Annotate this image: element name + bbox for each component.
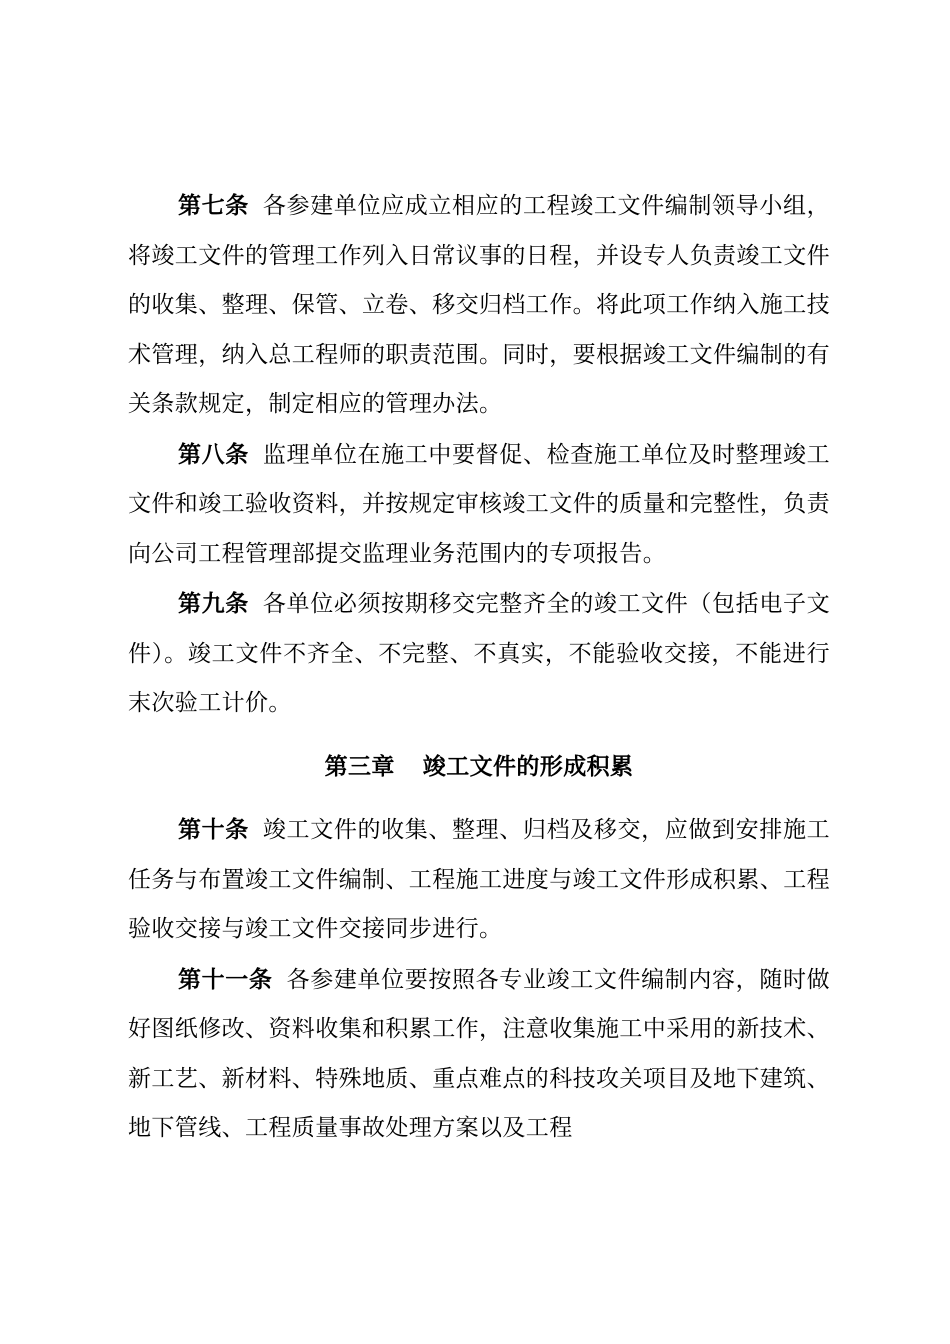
article-text: 各单位必须按期移交完整齐全的竣工文件（包括电子文件）。竣工文件不齐全、不完整、不真实，不能验收交接，不能进行末次验工计价。 xyxy=(128,591,830,716)
article-11 xyxy=(128,955,830,1154)
article-8 xyxy=(128,430,830,580)
article-text: 竣工文件的收集、整理、归档及移交，应做到安排施工任务与布置竣工文件编制、工程施工进度与竣工文件形成积累、工程验收交接与竣工文件交接同步进行。 xyxy=(128,817,830,942)
article-number: 第七条 xyxy=(178,192,249,219)
document-page xyxy=(128,181,830,1154)
article-text: 各参建单位应成立相应的工程竣工文件编制领导小组，将竣工文件的管理工作列入日常议事的日程，并设专人负责竣工文件的收集、整理、保管、立卷、移交归档工作。将此项工作纳入施工技术管理，纳入总工程师的职责范围。同时，要根据竣工文件编制的有关条款规定，制定相应的管理办法。 xyxy=(128,193,830,417)
chapter-heading xyxy=(128,742,830,792)
chapter-title: 竣工文件的形成积累 xyxy=(422,752,634,780)
article-number: 第十条 xyxy=(178,816,249,843)
article-text: 监理单位在施工中要督促、检查施工单位及时整理竣工文件和竣工验收资料，并按规定审核竣工文件的质量和完整性，负责向公司工程管理部提交监理业务范围内的专项报告。 xyxy=(128,441,830,567)
article-number: 第九条 xyxy=(178,590,249,617)
article-number: 第十一条 xyxy=(178,965,273,993)
article-7 xyxy=(128,181,830,430)
article-9 xyxy=(128,579,830,729)
article-text: 各参建单位要按照各专业竣工文件编制内容，随时做好图纸修改、资料收集和积累工作，注意收集施工中采用的新技术、新工艺、新材料、特殊地质、重点难点的科技攻关项目及地下建筑、地下管线、工程质量事故处理方案以及工程 xyxy=(128,966,830,1141)
chapter-number: 第三章 xyxy=(324,752,395,780)
article-10 xyxy=(128,805,830,955)
article-number: 第八条 xyxy=(178,440,249,468)
